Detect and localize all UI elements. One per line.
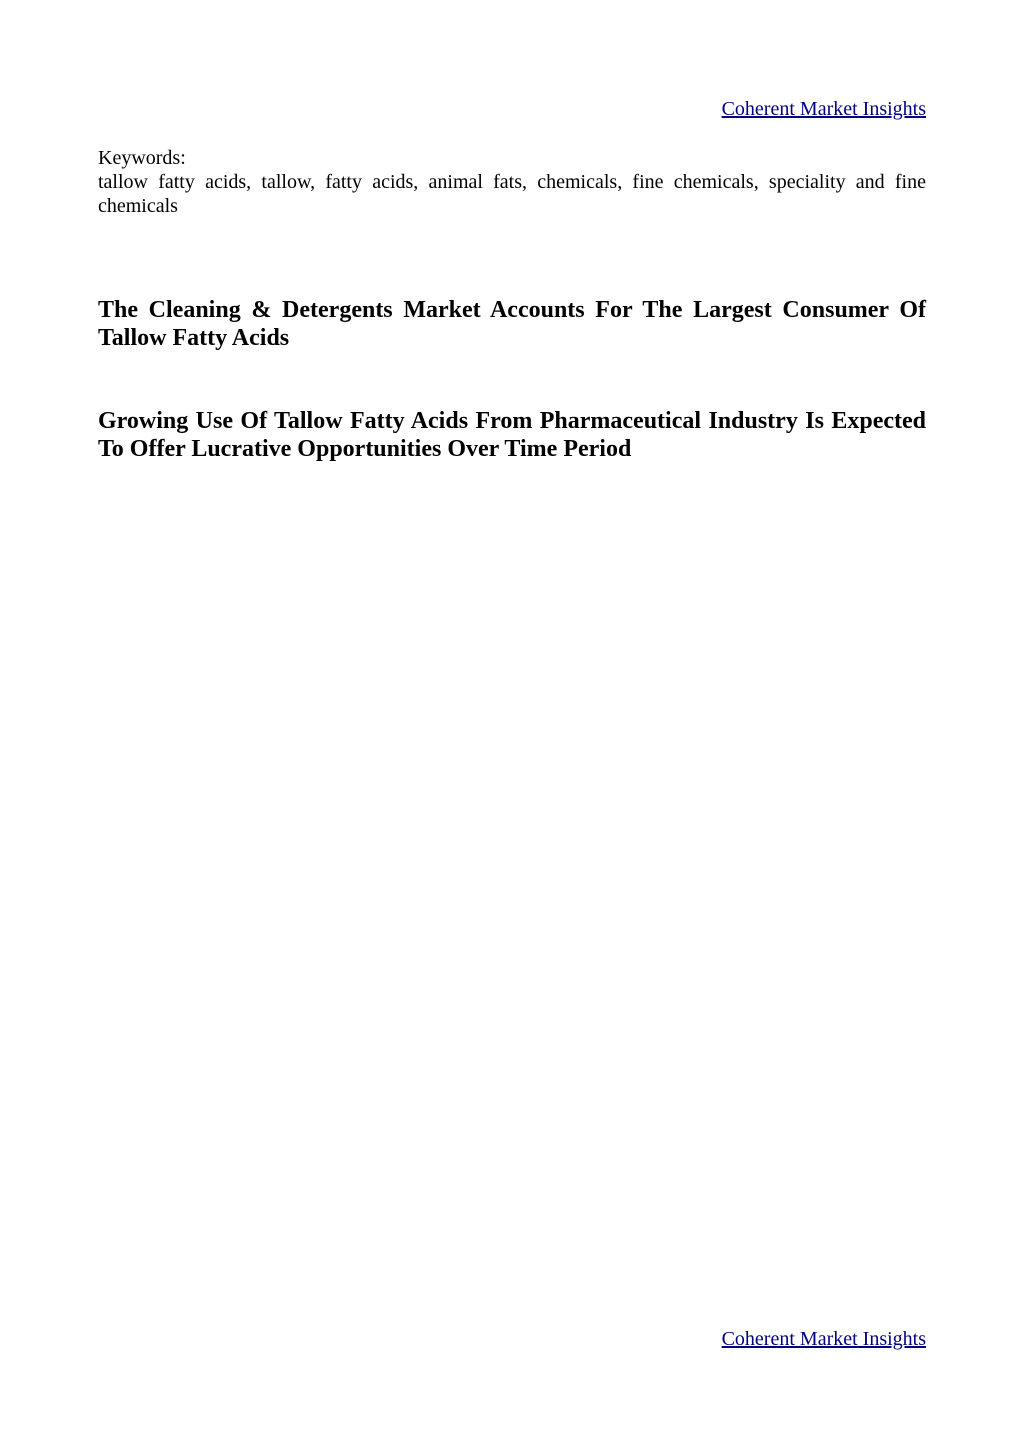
keywords-text: tallow fatty acids, tallow, fatty acids, animal fats, chemicals, fine chemicals, speciality and fine chemicals (98, 171, 926, 217)
keywords-label: Keywords: (98, 147, 186, 169)
page-header (722, 97, 926, 121)
section-heading-pharmaceutical-use: Growing Use Of Tallow Fatty Acids From Pharmaceutical Industry Is Expected To Offer Lucrative Opportunities Over Time Period (98, 408, 926, 462)
page-footer (722, 1327, 926, 1351)
section-heading-cleaning-detergents: The Cleaning & Detergents Market Accounts For The Largest Consumer Of Tallow Fatty Acids (98, 297, 926, 351)
header-brand-link[interactable]: Coherent Market Insights (721, 98, 926, 120)
keywords-section (98, 146, 926, 218)
footer-brand-link[interactable]: Coherent Market Insights (721, 1328, 926, 1350)
